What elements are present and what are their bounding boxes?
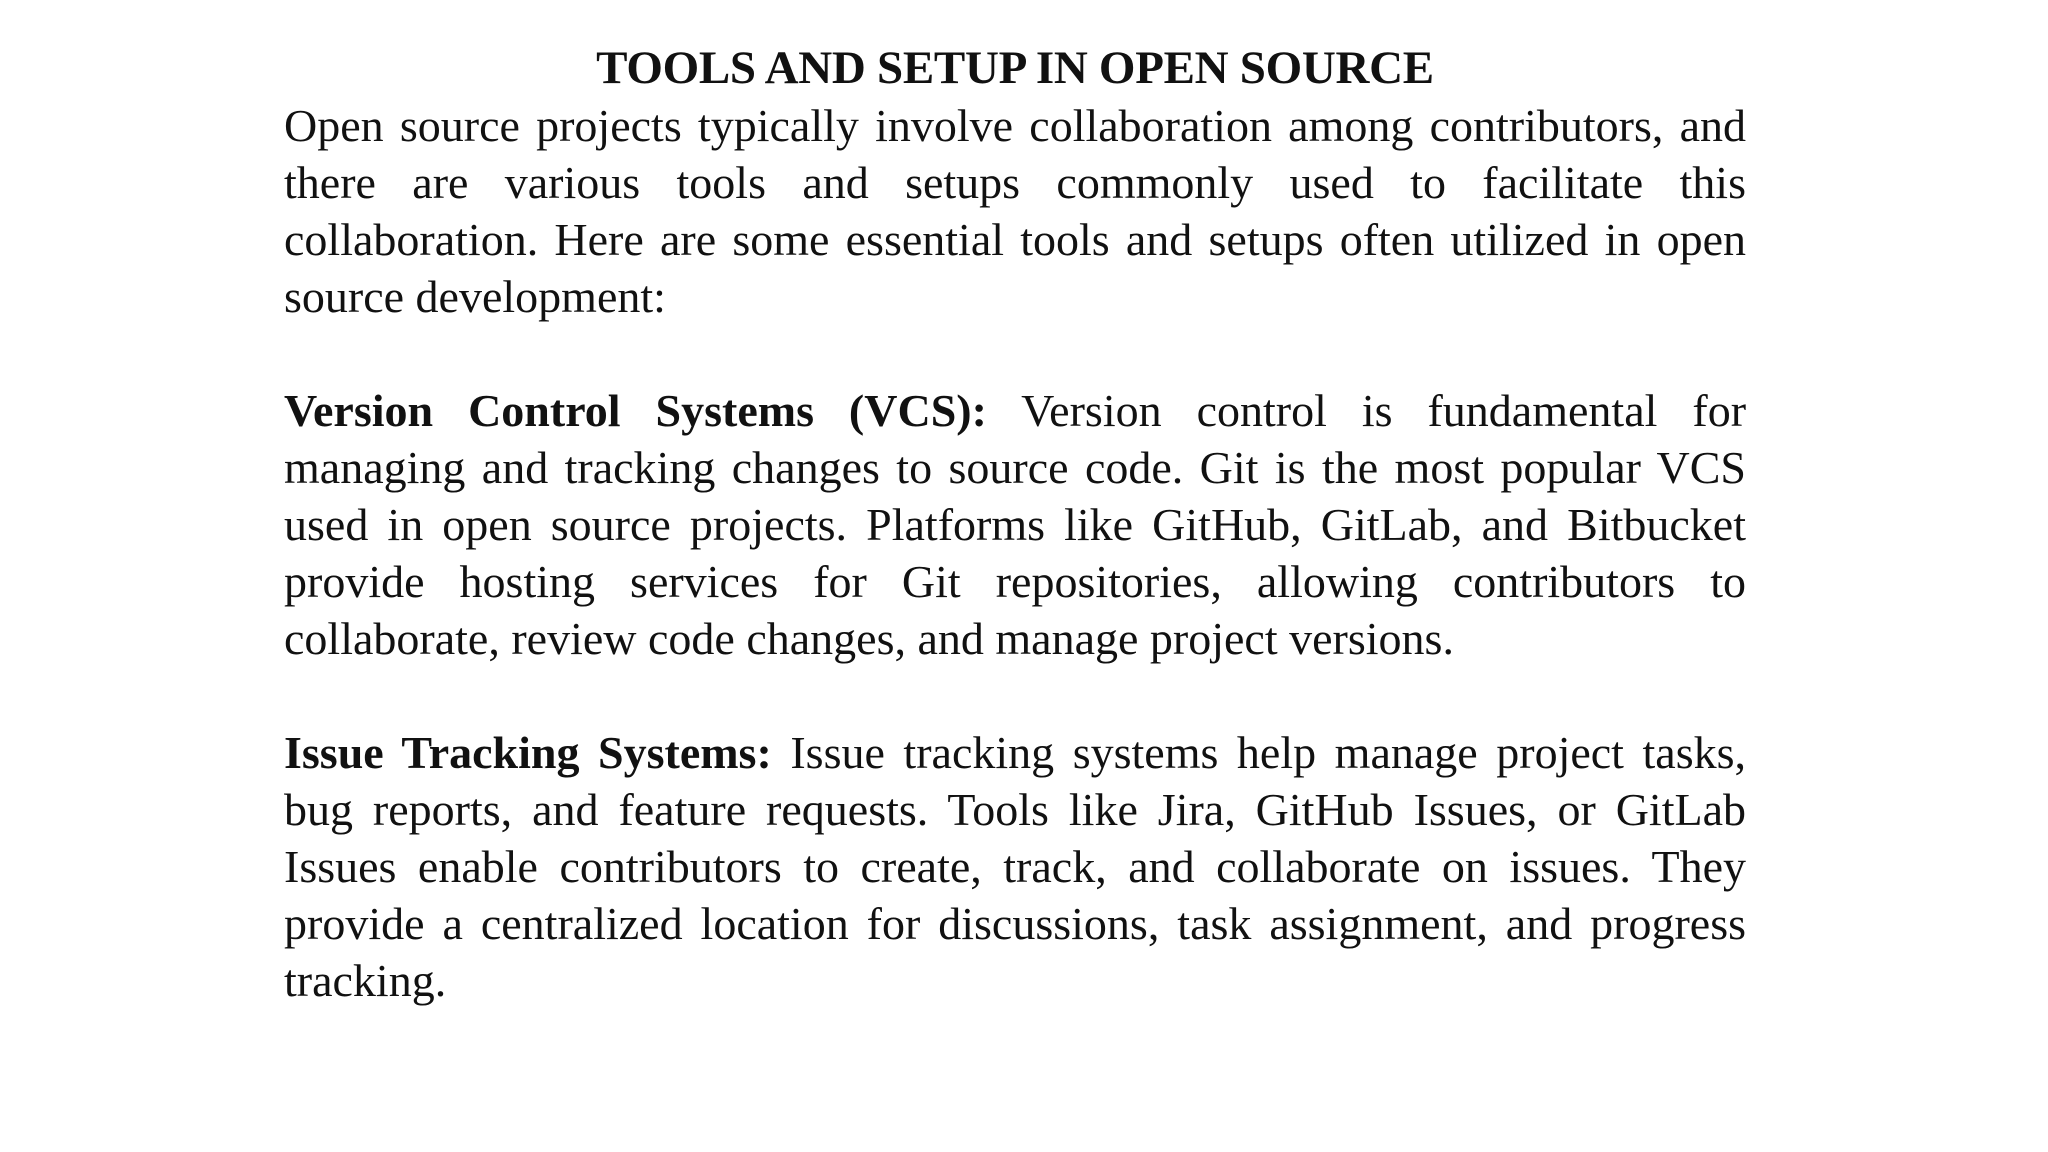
section-body-issue-tracking: Issue tracking systems help manage project tasks, bug reports, and feature requests. Tools like Jira, GitHub Issues, or GitLab Issues enable contributors to create, track, and collaborate on issues. They provide a centralized location for discussions, task assignment, and progress tracking. <box>284 727 1747 1006</box>
section-heading-issue-tracking: Issue Tracking Systems: <box>284 727 772 778</box>
section-issue-tracking <box>284 724 1746 1009</box>
intro-paragraph: Open source projects typically involve collaboration among contributors, and there are various tools and setups commonly used to facilitate this collaboration. Here are some essential tools and setups often utilized in open source development: <box>284 100 1746 322</box>
page-title: TOOLS AND SETUP IN OPEN SOURCE <box>596 42 1434 94</box>
section-body-vcs: Version control is fundamental for managing and tracking changes to source code. Git is the most popular VCS used in open source projects. Platforms like GitHub, GitLab, and Bitbucket provide hosting services for Git repositories, allowing contributors to collaborate, review code changes, and manage project versions. <box>284 385 1747 664</box>
section-vcs <box>284 382 1746 667</box>
document-page <box>284 40 1746 1009</box>
section-heading-vcs: Version Control Systems (VCS): <box>284 385 987 436</box>
